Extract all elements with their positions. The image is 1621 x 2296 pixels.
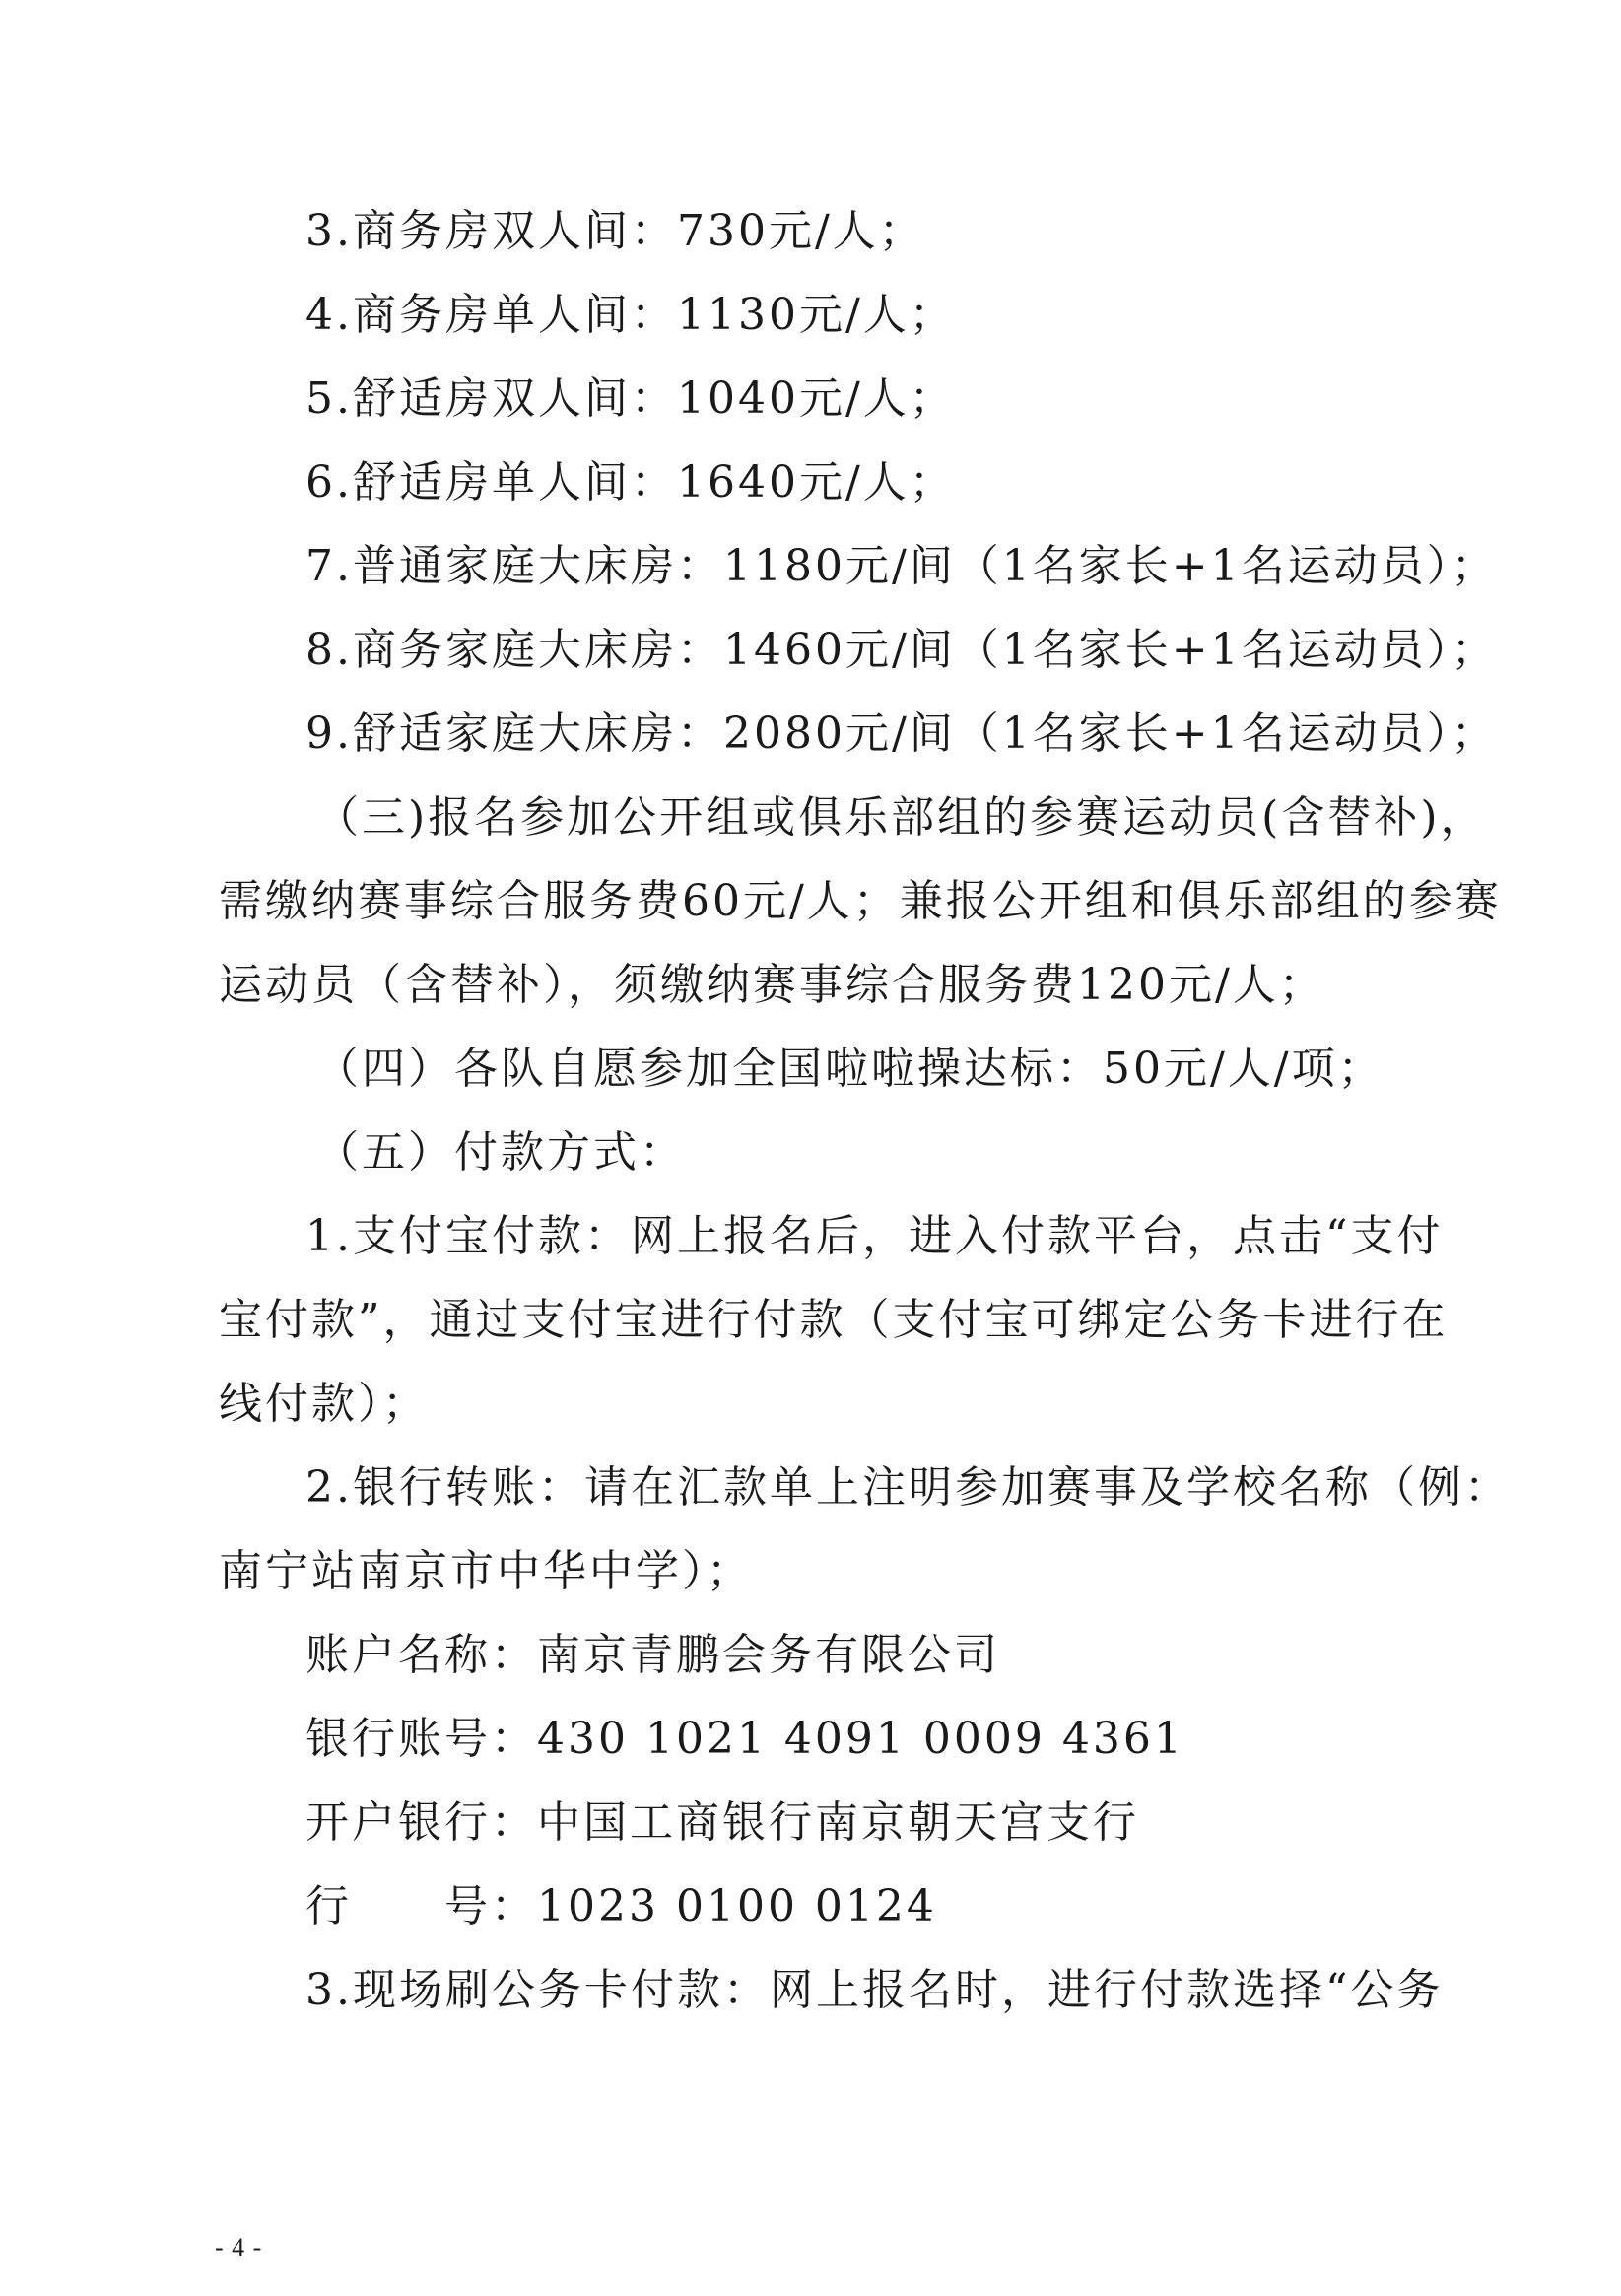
price-item-5: 5.舒适房双人间：1040元/人； [305,373,956,424]
payment-bank-line-2: 南宁站南京市中华中学）； [219,1546,753,1596]
bank-code: 行 号：1023 0100 0124 [305,1881,937,1931]
account-name: 账户名称：南京青鹏会务有限公司 [305,1630,1000,1680]
payment-alipay-line-1: 1.支付宝付款：网上报名后，进入付款平台，点击“支付 [305,1211,1444,1261]
payment-bank-line-1: 2.银行转账：请在汇款单上注明参加赛事及学校名称（例： [305,1462,1511,1513]
bank-name: 开户银行：中国工商银行南京朝天宫支行 [305,1797,1139,1848]
page-number: - 4 - [215,2233,263,2262]
price-item-7: 7.普通家庭大床房：1180元/间（1名家长+1名运动员）； [305,541,1498,591]
section-3-line-1: （三)报名参加公开组或俱乐部组的参赛运动员(含替补)， [315,792,1487,843]
payment-card-line-1: 3.现场刷公务卡付款：网上报名时，进行付款选择“公务 [305,1965,1444,2015]
price-item-4: 4.商务房单人间：1130元/人； [305,290,956,340]
payment-alipay-line-3: 线付款）； [219,1379,429,1429]
section-3-line-3: 运动员（含替补），须缴纳赛事综合服务费120元/人； [219,960,1325,1010]
price-item-3: 3.商务房双人间：730元/人； [305,206,925,256]
payment-alipay-line-2: 宝付款”，通过支付宝进行付款（支付宝可绑定公务卡进行在 [219,1295,1449,1345]
price-item-9: 9.舒适家庭大床房：2080元/间（1名家长+1名运动员）； [305,709,1498,759]
section-4: （四）各队自愿参加全国啦啦操达标：50元/人/项； [315,1044,1385,1094]
section-3-line-2: 需缴纳赛事综合服务费60元/人；兼报公开组和俱乐部组的参赛 [219,876,1502,926]
price-item-6: 6.舒适房单人间：1640元/人； [305,457,956,507]
price-item-8: 8.商务家庭大床房：1460元/间（1名家长+1名运动员）； [305,625,1498,675]
section-5-heading: （五）付款方式： [315,1127,686,1178]
account-number: 银行账号：430 1021 4091 0009 4361 [305,1714,1184,1764]
